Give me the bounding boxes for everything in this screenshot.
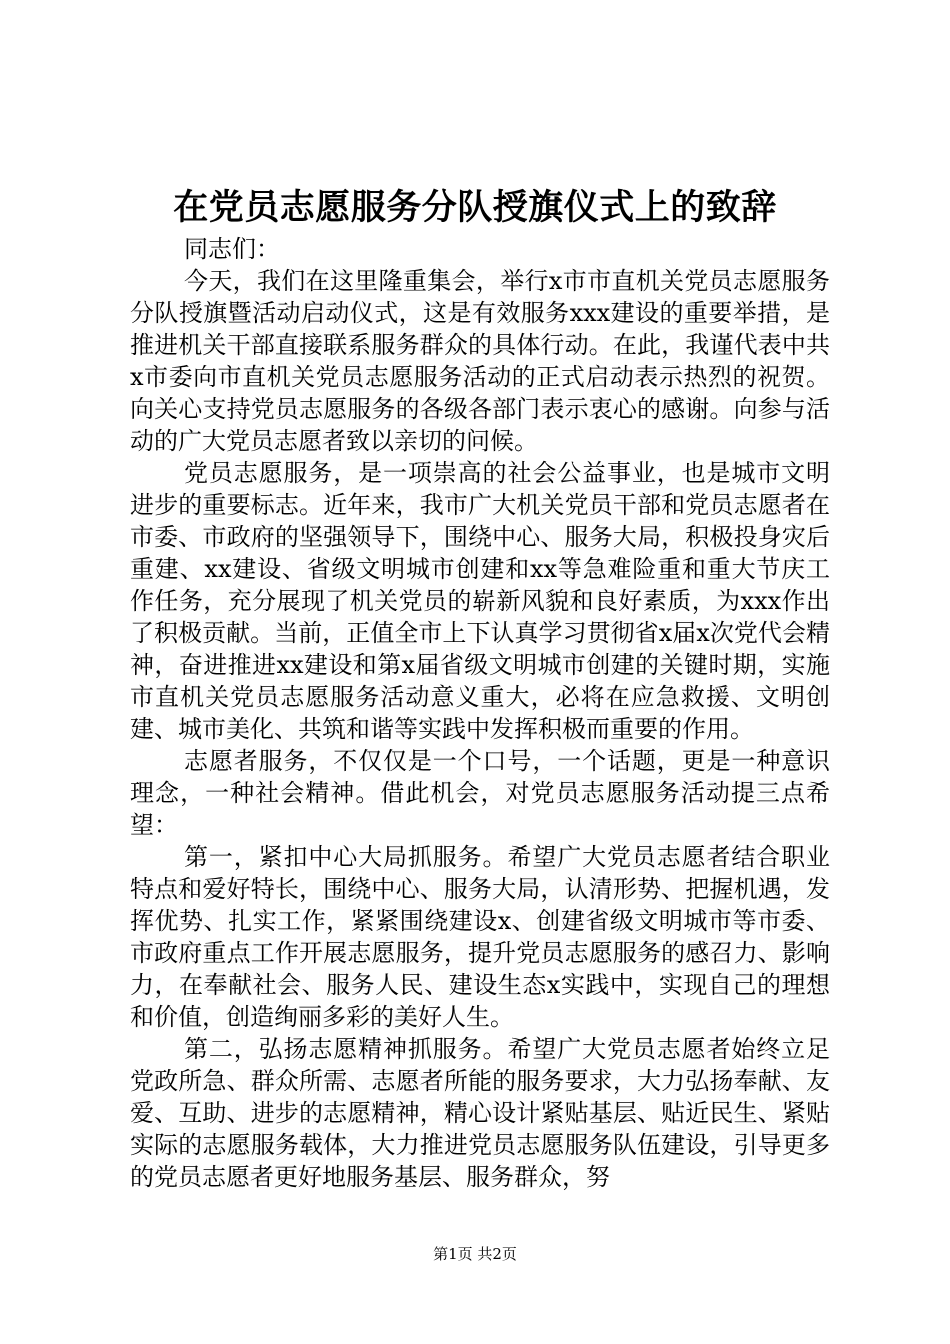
- greeting: 同志们：: [184, 235, 280, 263]
- paragraph-3: 志愿者服务，不仅仅是一个口号，一个话题，更是一种意识理念，一种社会精神。借此机会，对党员志愿服务活动提三点希望：: [130, 747, 830, 839]
- document-title: 在党员志愿服务分队授旗仪式上的致辞: [173, 187, 777, 228]
- paragraph-1: 今天，我们在这里隆重集会，举行x市市直机关党员志愿服务分队授旗暨活动启动仪式，这是有效服务xxx建设的重要举措，是推进机关干部直接联系服务群众的具体行动。在此，我谨代表中共x市委向市直机关党员志愿服务活动的正式启动表示热烈的祝贺。向关心支持党员志愿服务的各级各部门表示衷心的感谢。向参与活动的广大党员志愿者致以亲切的问候。: [130, 267, 830, 455]
- paragraph-4: 第一，紧扣中心大局抓服务。希望广大党员志愿者结合职业特点和爱好特长，围绕中心、服务大局，认清形势、把握机遇，发挥优势、扎实工作，紧紧围绕建设x、创建省级文明城市等市委、市政府重点工作开展志愿服务，提升党员志愿服务的感召力、影响力，在奉献社会、服务人民、建设生态x实践中，实现自己的理想和价值，创造绚丽多彩的美好人生。: [130, 843, 830, 1031]
- paragraph-5: 第二，弘扬志愿精神抓服务。希望广大党员志愿者始终立足党政所急、群众所需、志愿者所能的服务要求，大力弘扬奉献、友爱、互助、进步的志愿精神，精心设计紧贴基层、贴近民生、紧贴实际的志愿服务载体，大力推进党员志愿服务队伍建设，引导更多的党员志愿者更好地服务基层、服务群众，努: [130, 1035, 830, 1191]
- paragraph-2: 党员志愿服务，是一项崇高的社会公益事业，也是城市文明进步的重要标志。近年来，我市广大机关党员干部和党员志愿者在市委、市政府的坚强领导下，围绕中心、服务大局，积极投身灾后重建、xx建设、省级文明城市创建和xx等急难险重和重大节庆工作任务，充分展现了机关党员的崭新风貌和良好素质，为xxx作出了积极贡献。当前，正值全市上下认真学习贯彻省x届x次党代会精神，奋进推进xx建设和第x届省级文明城市创建的关键时期，实施市直机关党员志愿服务活动意义重大，必将在应急救援、文明创建、城市美化、共筑和谐等实践中发挥积极而重要的作用。: [130, 459, 830, 743]
- page-number-footer: 第1页 共2页: [433, 1245, 517, 1263]
- document-body: [130, 233, 830, 1193]
